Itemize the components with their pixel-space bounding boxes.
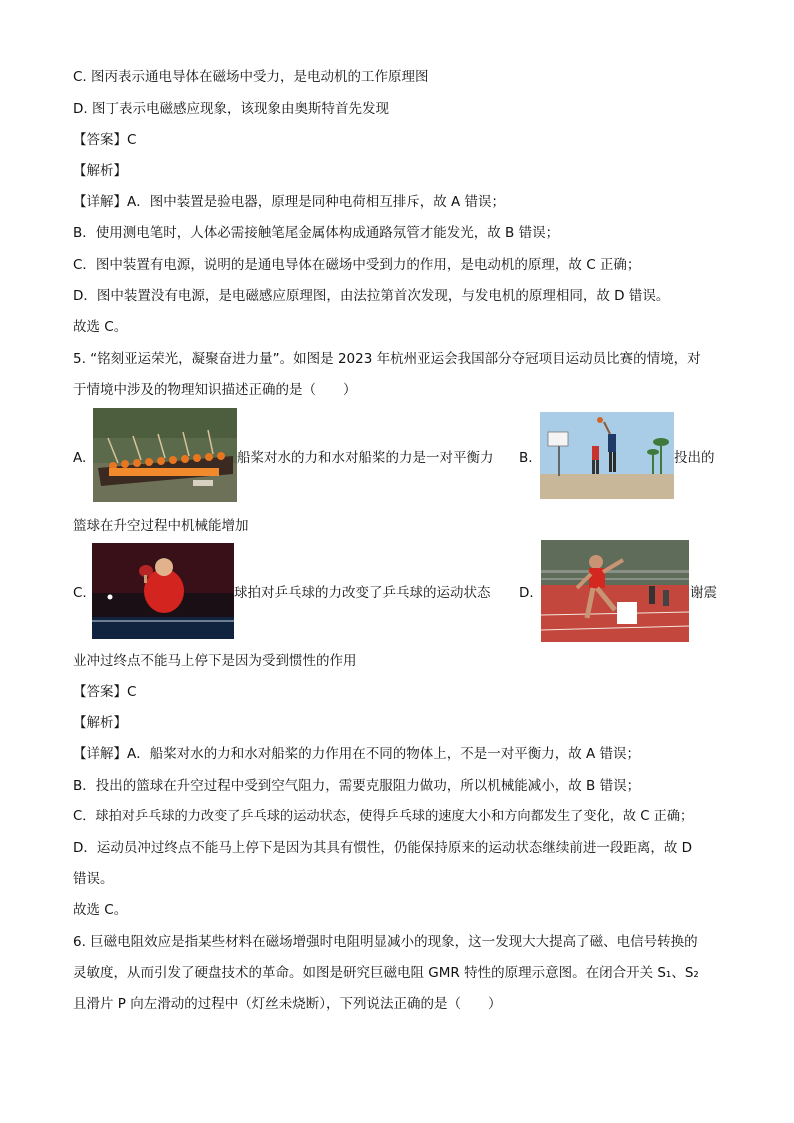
q5-stem-line2: 于情境中涉及的物理知识描述正确的是（ ） [73, 382, 357, 398]
q5-option-c-text: 球拍对乒乓球的力改变了乒乓球的运动状态 [234, 585, 491, 601]
q5-detail-d-line2: 错误。 [73, 871, 114, 887]
q5-answer: 【答案】C [73, 684, 137, 700]
q4-detail-a: 【详解】A．图中装置是验电器，原理是同种电荷相互排斥，故 A 错误； [73, 194, 506, 210]
q5-option-d-cont: 业冲过终点不能马上停下是因为受到惯性的作用 [73, 653, 357, 669]
q5-analysis-label: 【解析】 [73, 715, 127, 731]
q4-answer: 【答案】C [73, 132, 137, 148]
q5-option-c-letter: C. [73, 585, 87, 601]
table-tennis-photo [92, 543, 234, 639]
q5-option-b-cont: 篮球在升空过程中机械能增加 [73, 518, 249, 534]
q6-stem-line1: 6. 巨磁电阻效应是指某些材料在磁场增强时电阻明显减小的现象，这一发现大大提高了磁、电信号转换的 [73, 934, 698, 950]
q5-option-d-text: 谢震 [690, 585, 717, 601]
basketball-photo [540, 412, 674, 499]
q4-conclusion: 故选 C。 [73, 319, 128, 335]
q5-stem-line1: 5. “铭刻亚运荣光，凝聚奋进力量”。如图是 2023 年杭州亚运会我国部分夺冠项目运动员比赛的情境，对 [73, 351, 701, 367]
q4-option-c: C. 图丙表示通电导体在磁场中受力，是电动机的工作原理图 [73, 69, 429, 85]
q5-detail-b: B．投出的篮球在升空过程中受到空气阻力，需要克服阻力做功，所以机械能减小，故 B 错误； [73, 778, 641, 794]
q4-detail-b: B．使用测电笔时，人体必需接触笔尾金属体构成通路氖管才能发光，故 B 错误； [73, 225, 560, 241]
q5-option-b-text: 投出的 [674, 450, 715, 466]
q5-option-a-text: 船桨对水的力和水对船桨的力是一对平衡力 [237, 450, 494, 466]
dragon-boat-photo [93, 408, 237, 502]
q6-stem-line3: 且滑片 P 向左滑动的过程中（灯丝未烧断），下列说法正确的是（ ） [73, 996, 502, 1012]
q5-option-a-letter: A. [73, 450, 87, 466]
sprinter-photo [541, 540, 689, 642]
q5-conclusion: 故选 C。 [73, 902, 128, 918]
q4-option-d: D. 图丁表示电磁感应现象，该现象由奥斯特首先发现 [73, 101, 389, 117]
q4-detail-d: D．图中装置没有电源，是电磁感应原理图，由法拉第首次发现，与发电机的原理相同，故 D 错误。 [73, 288, 670, 304]
q5-detail-c: C．球拍对乒乓球的力改变了乒乓球的运动状态，使得乒乓球的速度大小和方向都发生了变化，故 C 正确； [73, 809, 694, 824]
q6-stem-line2: 灵敏度，从而引发了硬盘技术的革命。如图是研究巨磁电阻 GMR 特性的原理示意图。在闭合开关 S₁、S₂ [73, 965, 699, 981]
q5-detail-a: 【详解】A．船桨对水的力和水对船桨的力作用在不同的物体上，不是一对平衡力，故 A 错误； [73, 746, 641, 762]
q5-option-b-letter: B. [519, 450, 533, 466]
q5-detail-d-line1: D．运动员冲过终点不能马上停下是因为其具有惯性，仍能保持原来的运动状态继续前进一段距离，故 D [73, 840, 693, 856]
q5-option-d-letter: D. [519, 585, 534, 601]
q4-detail-c: C．图中装置有电源，说明的是通电导体在磁场中受到力的作用，是电动机的原理，故 C 正确； [73, 257, 641, 273]
q4-analysis-label: 【解析】 [73, 163, 127, 179]
